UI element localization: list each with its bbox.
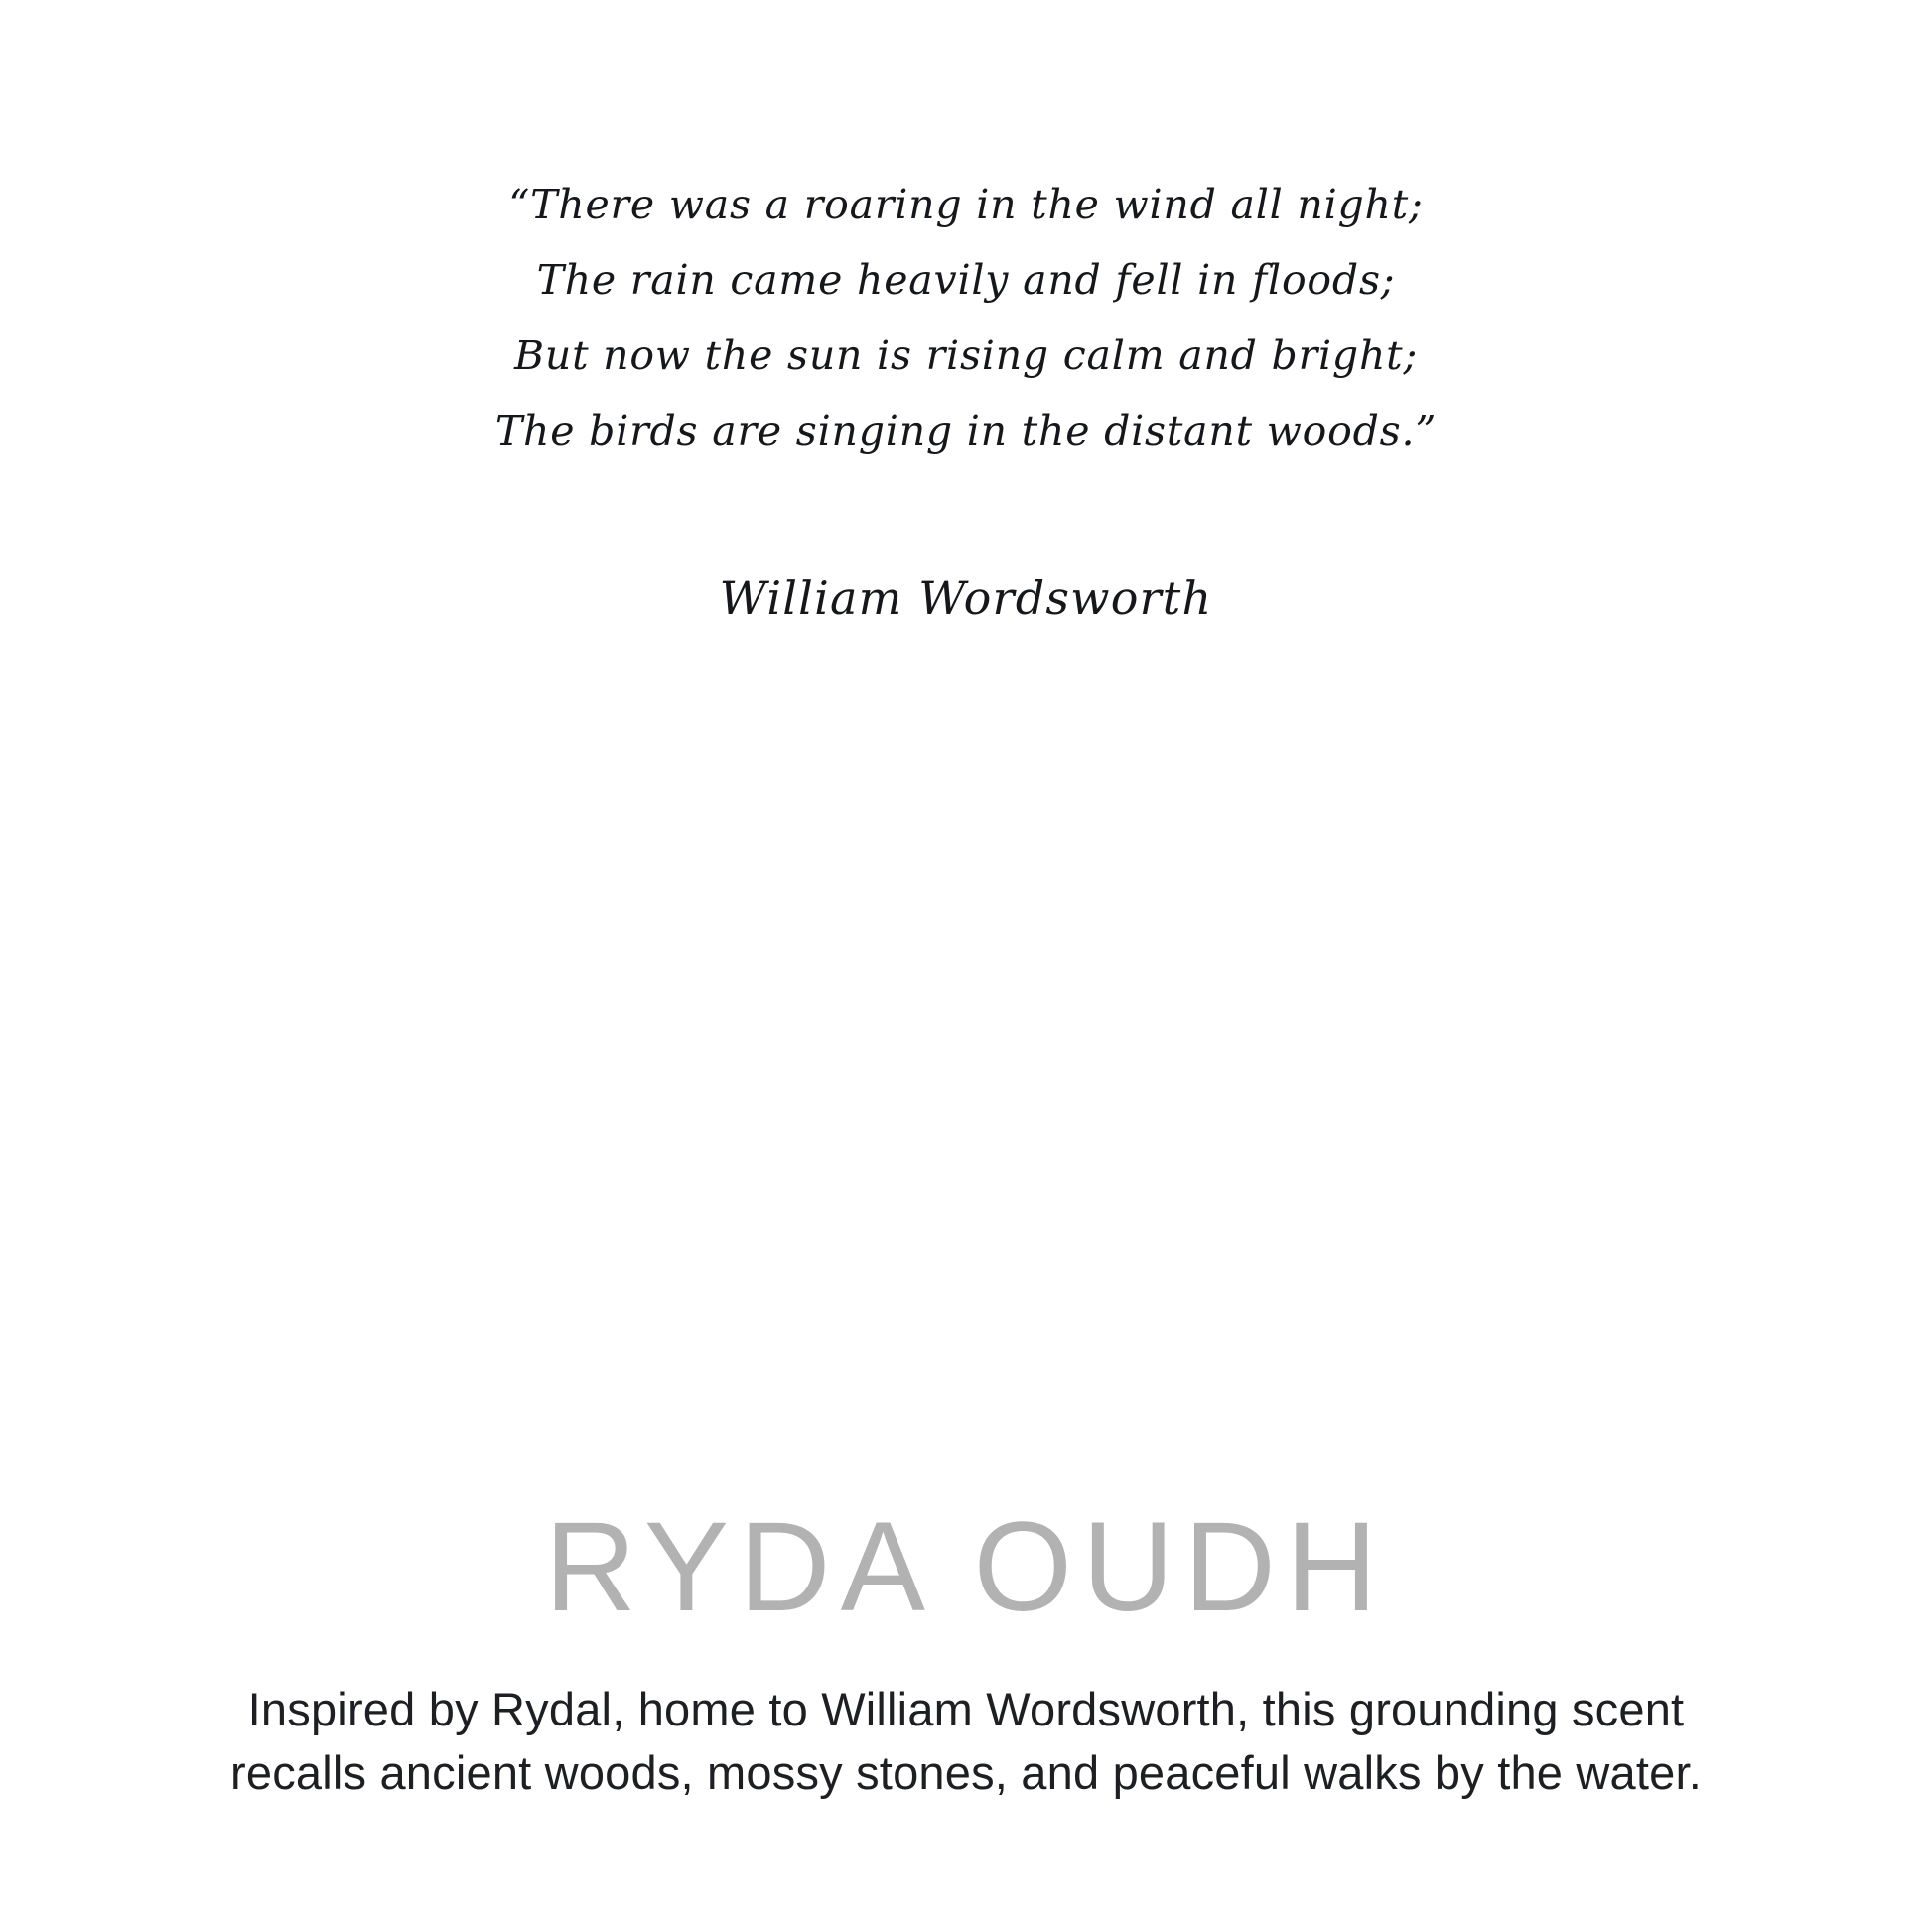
brand-block [0,1496,1932,1805]
poem-line: “There was a roaring in the wind all night; [508,181,1424,228]
brand-name: RYDA OUDH [544,1496,1388,1638]
brand-description: Inspired by Rydal, home to William Wordsworth, this grounding scent recalls ancient woods, mossy stones, and peaceful walks by the water. [230,1683,1702,1799]
poem-line: But now the sun is rising calm and bright; [513,332,1419,379]
poem-attribution: William Wordsworth [719,571,1213,624]
poem-block [0,167,1932,625]
poem-line: The birds are singing in the distant woods.” [494,407,1438,455]
poem-line: The rain came heavily and fell in floods; [536,256,1396,304]
